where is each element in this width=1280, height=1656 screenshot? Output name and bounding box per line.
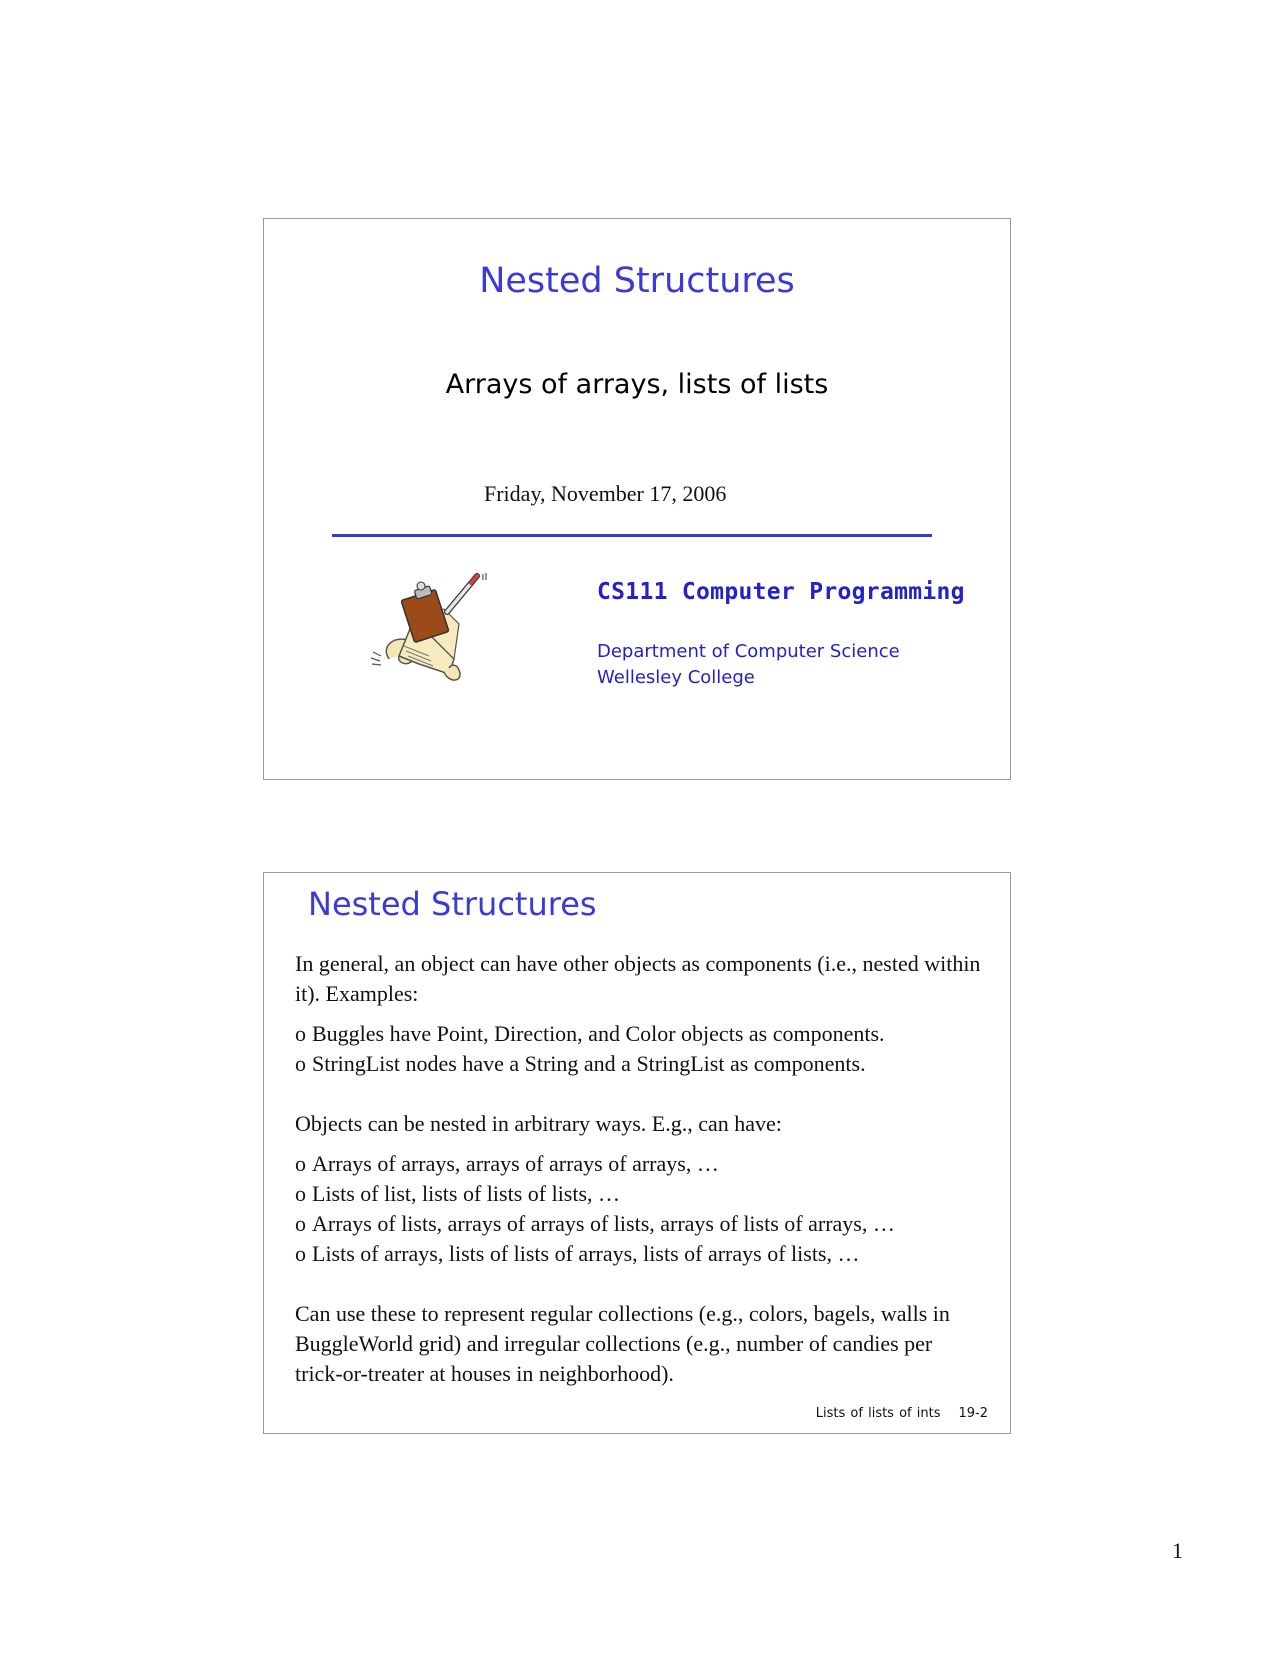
list-item: o Lists of arrays, lists of lists of arrays, lists of arrays of lists, …	[295, 1241, 860, 1266]
course-title: CS111 Computer Programming	[597, 579, 965, 605]
nesting-list	[295, 1149, 985, 1269]
college-name: Wellesley College	[597, 667, 755, 688]
bullet-marker: o	[295, 1021, 306, 1046]
clipboard-scroll-icon	[359, 564, 499, 694]
footer-label: Lists of lists of ints	[815, 1406, 941, 1421]
slide-number: 19-2	[958, 1406, 988, 1421]
bullet-marker: o	[295, 1181, 306, 1206]
bullet-marker: o	[295, 1151, 306, 1176]
list-item: o Arrays of arrays, arrays of arrays of arrays, …	[295, 1151, 719, 1176]
department-info	[597, 639, 900, 691]
slide-title: Nested Structures	[308, 885, 597, 923]
conclusion-paragraph: Can use these to represent regular collections (e.g., colors, bagels, walls in BuggleWorld grid) and irregular collections (e.g., number of candies per trick-or-treater at houses in neighborhood).	[295, 1301, 950, 1386]
page-number: 1	[1172, 1538, 1183, 1563]
list-item: o StringList nodes have a String and a StringList as components.	[295, 1051, 866, 1076]
slide-body	[295, 949, 985, 1389]
lecture-date: Friday, November 17, 2006	[484, 481, 727, 506]
slide-title: Nested Structures	[479, 261, 795, 301]
department-name: Department of Computer Science	[597, 641, 900, 662]
slide-subtitle: Arrays of arrays, lists of lists	[445, 369, 829, 400]
slide-footer	[816, 1406, 988, 1421]
intro-paragraph: In general, an object can have other objects as components (i.e., nested within it). Examples:	[295, 951, 981, 1006]
nesting-paragraph: Objects can be nested in arbitrary ways. E.g., can have:	[295, 1111, 782, 1136]
examples-list	[295, 1019, 985, 1079]
divider-line	[332, 534, 932, 537]
list-item: o Buggles have Point, Direction, and Color objects as components.	[295, 1021, 885, 1046]
content-slide	[263, 872, 1011, 1434]
list-item: o Arrays of lists, arrays of arrays of lists, arrays of lists of arrays, …	[295, 1211, 895, 1236]
bullet-marker: o	[295, 1211, 306, 1236]
list-item: o Lists of list, lists of lists of lists, …	[295, 1181, 621, 1206]
title-slide	[263, 218, 1011, 780]
bullet-marker: o	[295, 1241, 306, 1266]
bullet-marker: o	[295, 1051, 306, 1076]
